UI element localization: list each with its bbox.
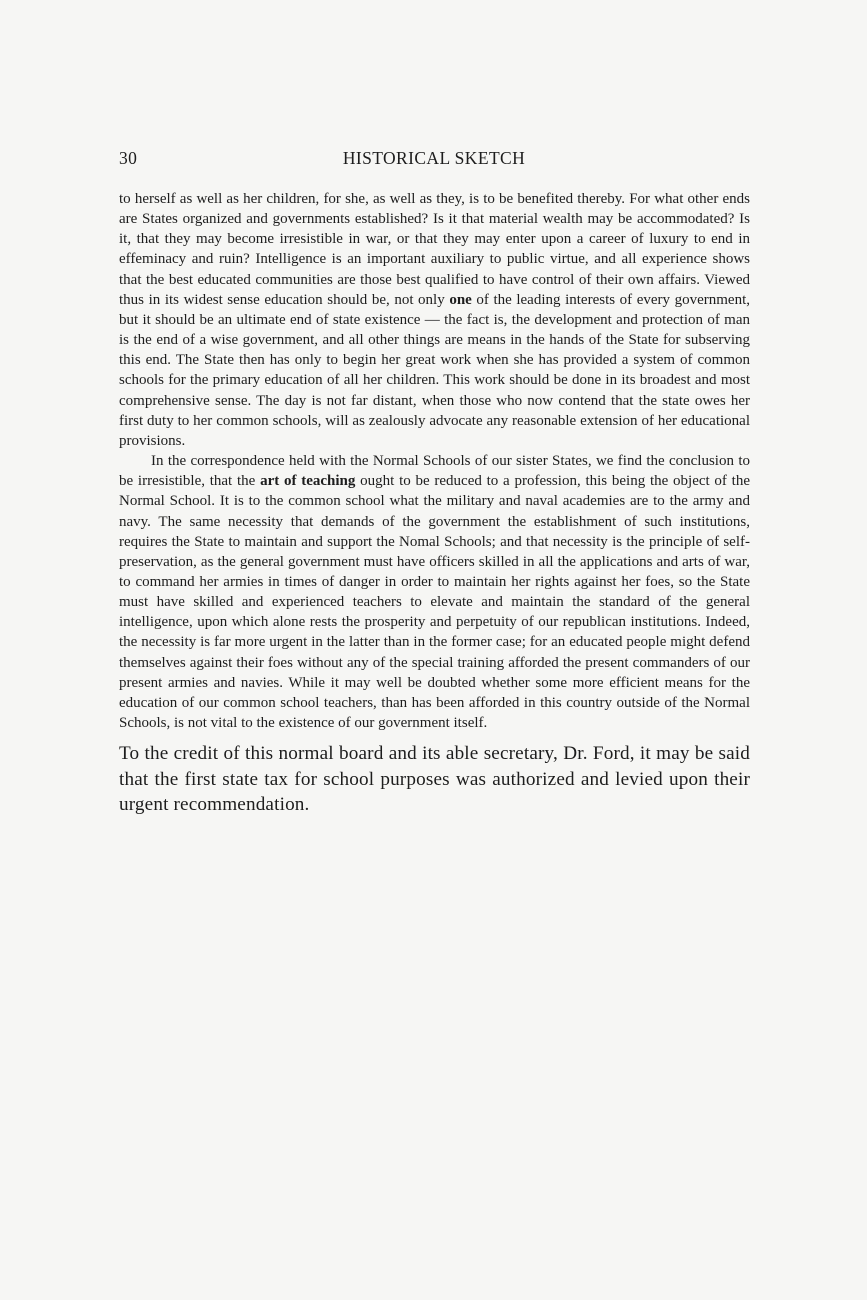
closing-paragraph: To the credit of this normal board and its able secretary, Dr. Ford, it may be said that the first state tax for school purposes was authorized and levied upon their urgent recommendation. (119, 743, 750, 816)
page-number: 30 (119, 148, 138, 168)
quoted-paragraph-1 (119, 189, 750, 451)
bold-emphasis: art of teaching (260, 473, 356, 490)
quote-text: of the leading interests of every government, but it should be an ultimate end of state existence — the fact is, the development and protection of man is the end of a wise government, and all other things are means in the hands of the State for subserving this end. The State then has only to begin her great work when she has provided a system of common schools for the primary education of all her children. This work should be done in its broadest and most comprehensive sense. The day is not far distant, when those who now contend that the state owes her first duty to her common schools, will as zealously advocate any reasonable extension of her educational provisions. (119, 291, 750, 449)
page-header (119, 148, 749, 172)
body-text (119, 189, 750, 818)
running-head: HISTORICAL SKETCH (342, 148, 526, 168)
quoted-paragraph-2 (119, 451, 750, 733)
quote-text: to herself as well as her children, for she, as well as they, is to be benefited thereby. For what other ends are States organized and governments established? Is it that material wealth may be accommodated? Is it, that they may become irresistible in war, or that they may enter upon a career of luxury to end in effeminacy and ruin? Intelligence is an important auxiliary to public virtue, and all experience shows that the best educated communities are those best qualified to have control of their own affairs. Viewed thus in its widest sense education should be, not only (119, 191, 750, 308)
quote-text: ought to be reduced to a profession, this being the object of the Normal School. It is to the common school what the military and naval academies are to the army and navy. The same necessity that demands of the government the establishment of such institutions, requires the State to maintain and support the Nomal Schools; and that necessity is the principle of self-preservation, as the general government must have officers skilled in all the applications and arts of war, to command her armies in times of danger in order to maintain her rights against her foes, so the State must have skilled and experienced teachers to elevate and maintain the standard of the general intelligence, upon which alone rests the prosperity and perpetuity of our republican institutions. Indeed, the necessity is far more urgent in the latter than in the former case; for an educated people might defend themselves against their foes without any of the special training afforded the present commanders of our present armies and navies. While it may well be doubted whether some more efficient means for the education of our common school teachers, than has been afforded in this country outside of the Normal Schools, is not vital to the existence of our government itself. (119, 473, 751, 732)
quote-text: In the correspondence held with the Normal Schools of our sister States, we find the conclusion to be irresistible, that the (119, 453, 750, 490)
bold-emphasis: one (449, 291, 472, 308)
